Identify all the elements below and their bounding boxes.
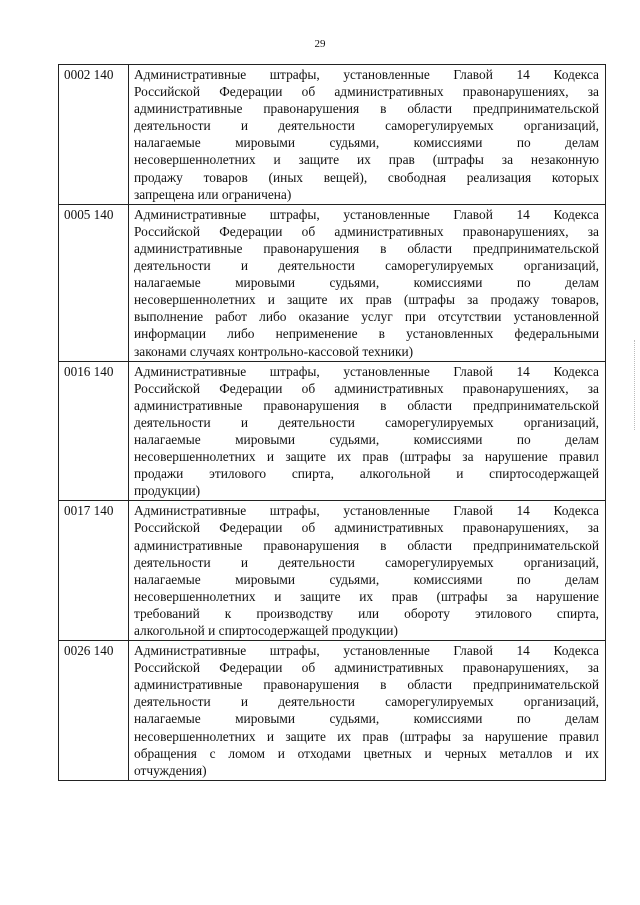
row-code: 0005 140 xyxy=(59,204,129,361)
row-description xyxy=(129,641,606,781)
description-line: отчуждения) xyxy=(134,762,207,778)
description-line: налагаемые мировыми судьями, комиссиями по делам xyxy=(134,431,599,447)
description-line: деятельности и деятельности саморегулируемых организаций, xyxy=(134,118,599,134)
description-line: выполнение работ либо оказание услуг при отсутствии установленной xyxy=(134,309,599,325)
description-line: несовершеннолетних и защите их прав (штрафы за нарушение xyxy=(134,588,599,604)
description-line: Российской Федерации об административных правонарушениях, за xyxy=(134,660,599,676)
budget-codes-table xyxy=(58,64,606,781)
description-line: Российской Федерации об административных правонарушениях, за xyxy=(134,84,599,100)
description-line: несовершеннолетних и защите их прав (штрафы за незаконную xyxy=(134,152,599,168)
description-line: несовершеннолетних и защите их прав (штрафы за продажу товаров, xyxy=(134,292,599,308)
description-line: налагаемые мировыми судьями, комиссиями по делам xyxy=(134,275,599,291)
description-line: требований к производству или обороту этилового спирта, xyxy=(134,605,599,621)
description-line: Российской Федерации об административных правонарушениях, за xyxy=(134,520,599,536)
description-line: информации либо неприменение в установленных федеральными xyxy=(134,326,599,342)
description-line: налагаемые мировыми судьями, комиссиями по делам xyxy=(134,711,599,727)
description-line: Административные штрафы, установленные Главой 14 Кодекса xyxy=(134,643,599,659)
row-description xyxy=(129,361,606,501)
row-code: 0026 140 xyxy=(59,641,129,781)
description-line: Административные штрафы, установленные Главой 14 Кодекса xyxy=(134,363,599,379)
description-line: Административные штрафы, установленные Главой 14 Кодекса xyxy=(134,206,599,222)
scan-artifact xyxy=(634,340,636,430)
description-line: продажи этилового спирта, алкогольной и спиртосодержащей xyxy=(134,466,599,482)
description-line: алкогольной и спиртосодержащей продукции) xyxy=(134,623,398,638)
table-row xyxy=(59,641,606,781)
description-line: административные правонарушения в области предпринимательской xyxy=(134,240,599,256)
description-line: деятельности и деятельности саморегулируемых организаций, xyxy=(134,694,599,710)
row-code: 0016 140 xyxy=(59,361,129,501)
description-line: административные правонарушения в области предпринимательской xyxy=(134,101,599,117)
row-description xyxy=(129,204,606,361)
description-line: запрещена или ограничена) xyxy=(134,186,292,202)
row-code: 0002 140 xyxy=(59,65,129,205)
description-line: административные правонарушения в области предпринимательской xyxy=(134,397,599,413)
row-description xyxy=(129,501,606,641)
description-line: Российской Федерации об административных правонарушениях, за xyxy=(134,223,599,239)
description-line: Административные штрафы, установленные Главой 14 Кодекса xyxy=(134,67,599,82)
description-line: несовершеннолетних и защите их прав (штрафы за нарушение правил xyxy=(134,449,599,465)
row-code: 0017 140 xyxy=(59,501,129,641)
description-line: законами случаях контрольно-кассовой техники) xyxy=(134,343,414,359)
table-row xyxy=(59,501,606,641)
description-line: деятельности и деятельности саморегулируемых организаций, xyxy=(134,414,599,430)
page-number: 29 xyxy=(314,38,326,50)
description-line: административные правонарушения в области предпринимательской xyxy=(134,537,599,553)
description-line: деятельности и деятельности саморегулируемых организаций, xyxy=(134,258,599,274)
description-line: Административные штрафы, установленные Главой 14 Кодекса xyxy=(134,503,599,519)
description-line: продажу товаров (иных вещей), свободная реализация которых xyxy=(134,169,599,185)
description-line: несовершеннолетних и защите их прав (штрафы за нарушение правил xyxy=(134,728,599,744)
table-row xyxy=(59,204,606,361)
description-line: налагаемые мировыми судьями, комиссиями по делам xyxy=(134,135,599,151)
description-line: налагаемые мировыми судьями, комиссиями по делам xyxy=(134,571,599,587)
description-line: Российской Федерации об административных правонарушениях, за xyxy=(134,380,599,396)
table-row xyxy=(59,65,606,205)
table-row xyxy=(59,361,606,501)
row-description xyxy=(129,65,606,205)
description-line: деятельности и деятельности саморегулируемых организаций, xyxy=(134,554,599,570)
description-line: продукции) xyxy=(134,483,201,499)
description-line: административные правонарушения в области предпринимательской xyxy=(134,677,599,693)
description-line: обращения с ломом и отходами цветных и черных металлов и их xyxy=(134,745,599,761)
